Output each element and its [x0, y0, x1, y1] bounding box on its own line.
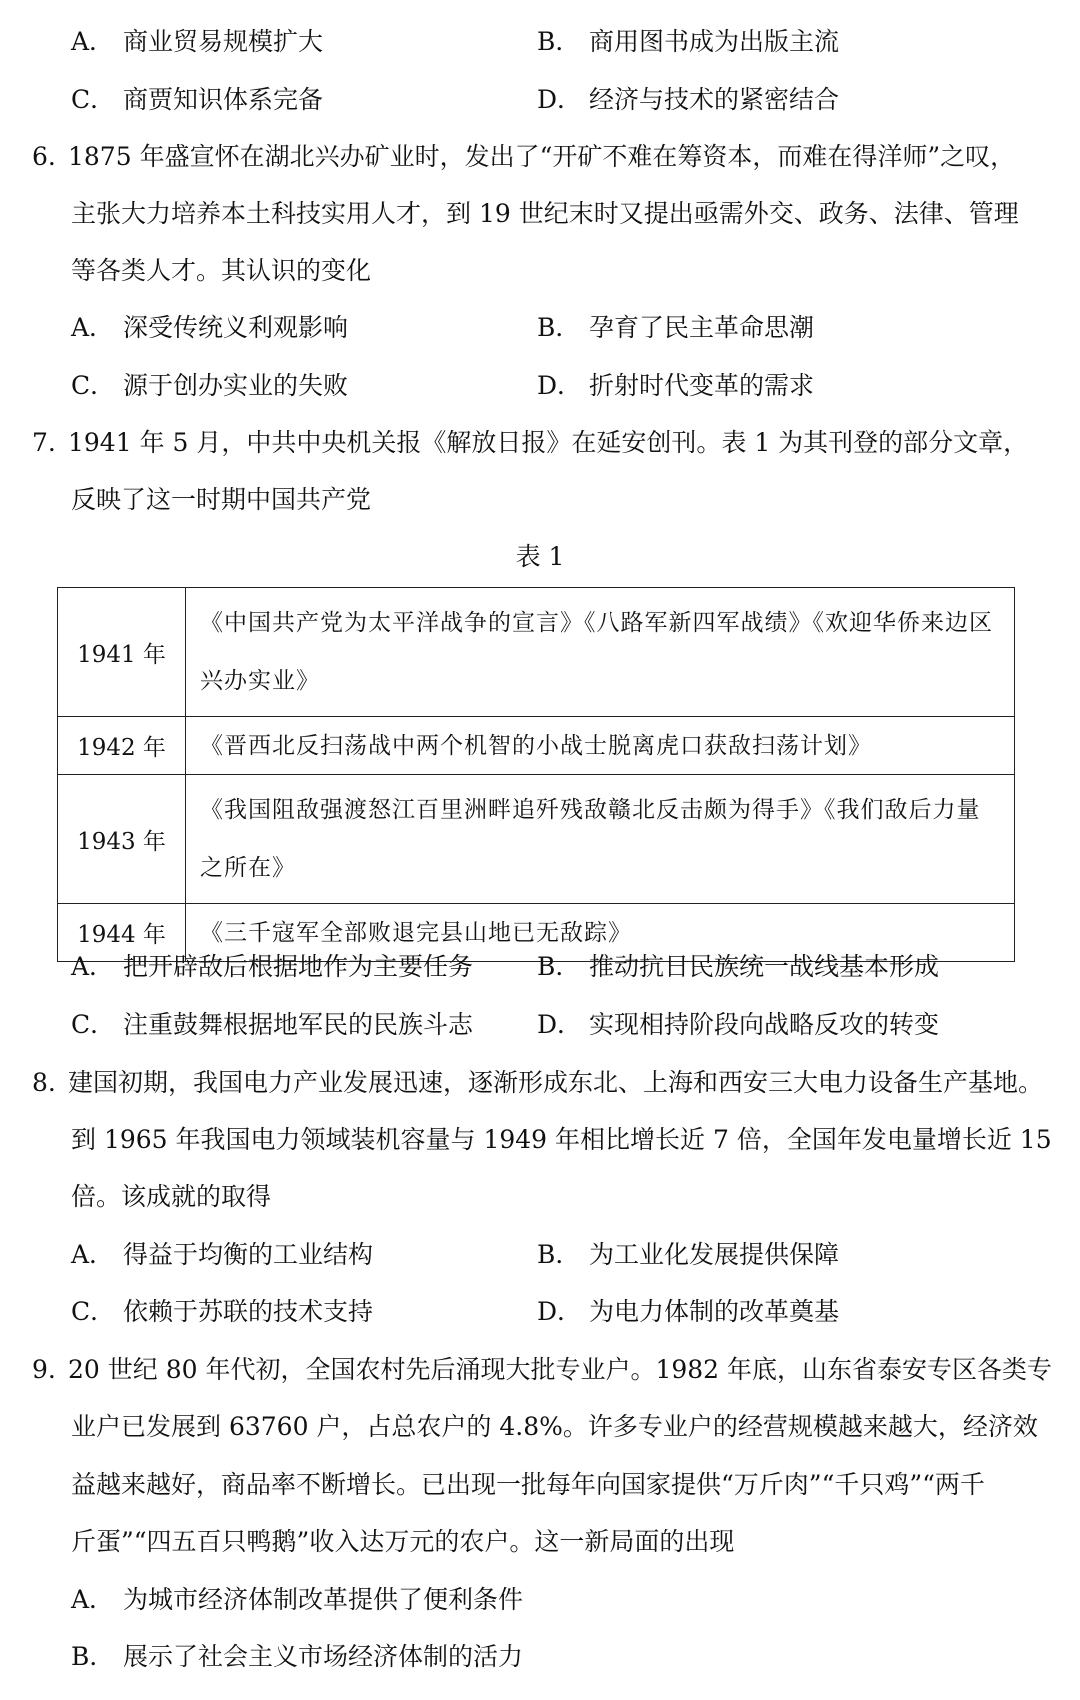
- q9-stem-line-3: 益越来越好，商品率不断增长。已出现一批每年向国家提供“万斤肉”“千只鸡”“两千: [71, 1470, 985, 1499]
- q8-stem-line-3: 倍。该成就的取得: [71, 1182, 272, 1211]
- option-letter: A．: [71, 1240, 115, 1269]
- article-line: 《晋西北反扫荡战中两个机智的小战士脱离虎口获敌扫荡计划》: [200, 732, 872, 759]
- option-letter: D．: [537, 371, 583, 400]
- option-letter: B．: [537, 27, 581, 56]
- question-number: 8.: [32, 1068, 56, 1097]
- article-line: 之所在》: [200, 855, 296, 881]
- q6-stem-line-3: 等各类人才。其认识的变化: [71, 256, 372, 285]
- table-caption: 表 1: [515, 542, 565, 571]
- q8-stem-line-2: 到 1965 年我国电力领域装机容量与 1949 年相比增长近 7 倍，全国年发电量增长近 15: [71, 1125, 1052, 1154]
- q5-option-c: [71, 80, 323, 120]
- q9-option-b: [71, 1637, 523, 1677]
- article-line: 《我国阻敌强渡怒江百里洲畔追歼残敌赣北反击颇为得手》《我们敌后力量: [200, 797, 981, 823]
- q9-stem-line-2: 业户已发展到 63760 户，占总农户的 4.8%。许多专业户的经营规模越来越大，经济效: [71, 1412, 1038, 1441]
- article-line: 《中国共产党为太平洋战争的宣言》《八路军新四军战绩》《欢迎华侨来边区: [200, 610, 993, 636]
- q7-stem-line-1: [32, 423, 1028, 463]
- option-letter: C．: [71, 371, 116, 400]
- q5-option-a: [71, 22, 323, 62]
- q8-option-d: [537, 1292, 839, 1332]
- article-line: 《三千寇军全部败退完县山地已无敌踪》: [200, 919, 632, 946]
- q7-option-a: [71, 947, 473, 987]
- q8-stem-line-1: [32, 1063, 1043, 1103]
- question-stem-text: 1875 年盛宣怀在湖北兴办矿业时，发出了“开矿不难在筹资本，而难在得洋师”之叹，: [68, 142, 1016, 171]
- table-year-cell: 1944 年: [58, 904, 186, 962]
- option-text: 商业贸易规模扩大: [123, 27, 324, 56]
- option-text: 展示了社会主义市场经济体制的活力: [123, 1642, 524, 1671]
- option-text: 商贾知识体系完备: [123, 85, 324, 114]
- option-text: 为电力体制的改革奠基: [589, 1297, 840, 1326]
- q5-option-b: [537, 22, 839, 62]
- option-text: 为工业化发展提供保障: [589, 1240, 840, 1269]
- table-row: [58, 588, 1015, 717]
- q7-option-d: [537, 1005, 939, 1045]
- table-articles-cell: [186, 775, 1015, 904]
- q5-option-d: [537, 80, 839, 120]
- question-stem-text: 1941 年 5 月，中共中央机关报《解放日报》在延安创刊。表 1 为其刊登的部分文章，: [68, 428, 1029, 457]
- q7-stem-line-2: 反映了这一时期中国共产党: [71, 485, 372, 514]
- option-letter: D．: [537, 1010, 583, 1039]
- question-stem-text: 20 世纪 80 年代初，全国农村先后涌现大批专业户。1982 年底，山东省泰安专区各类专: [68, 1355, 1053, 1384]
- question-stem-text: 建国初期，我国电力产业发展迅速，逐渐形成东北、上海和西安三大电力设备生产基地。: [68, 1068, 1044, 1097]
- q6-option-a: [71, 308, 348, 348]
- q9-stem-line-1: [32, 1350, 1052, 1390]
- option-text: 深受传统义利观影响: [123, 313, 349, 342]
- option-letter: B．: [537, 313, 581, 342]
- q9-stem-line-4: 斤蛋”“四五百只鸭鹅”收入达万元的农户。这一新局面的出现: [71, 1527, 735, 1556]
- option-letter: A．: [71, 313, 115, 342]
- table-year-cell: 1941 年: [58, 588, 186, 717]
- question-number: 9.: [32, 1355, 56, 1384]
- table-row: [58, 717, 1015, 775]
- option-letter: C．: [71, 85, 116, 114]
- q7-option-c: [71, 1005, 473, 1045]
- q6-stem-line-2: 主张大力培养本土科技实用人才，到 19 世纪末时又提出亟需外交、政务、法律、管理: [71, 199, 1019, 228]
- q8-option-c: [71, 1292, 373, 1332]
- articles-table: [57, 587, 1015, 962]
- option-letter: C．: [71, 1010, 116, 1039]
- option-text: 推动抗日民族统一战线基本形成: [589, 952, 940, 981]
- table-year-cell: 1942 年: [58, 717, 186, 775]
- q7-option-b: [537, 947, 939, 987]
- option-letter: B．: [537, 1240, 581, 1269]
- option-text: 把开辟敌后根据地作为主要任务: [123, 952, 474, 981]
- q9-option-a: [71, 1580, 523, 1620]
- option-text: 折射时代变革的需求: [589, 371, 815, 400]
- option-text: 得益于均衡的工业结构: [123, 1240, 374, 1269]
- option-letter: C．: [71, 1297, 116, 1326]
- q6-option-d: [537, 366, 814, 406]
- option-text: 依赖于苏联的技术支持: [123, 1297, 374, 1326]
- table-articles-cell: [186, 717, 1015, 775]
- table-year-cell: 1943 年: [58, 775, 186, 904]
- q8-option-a: [71, 1235, 373, 1275]
- q6-stem-line-1: [32, 137, 1015, 177]
- question-number: 6.: [32, 142, 56, 171]
- option-text: 孕育了民主革命思潮: [589, 313, 815, 342]
- option-text: 注重鼓舞根据地军民的民族斗志: [123, 1010, 474, 1039]
- option-letter: D．: [537, 1297, 583, 1326]
- question-number: 7.: [32, 428, 56, 457]
- option-letter: D．: [537, 85, 583, 114]
- option-letter: B．: [537, 952, 581, 981]
- article-line: 兴办实业》: [200, 668, 320, 694]
- option-text: 经济与技术的紧密结合: [589, 85, 840, 114]
- option-text: 实现相持阶段向战略反攻的转变: [589, 1010, 940, 1039]
- q8-option-b: [537, 1235, 839, 1275]
- option-text: 源于创办实业的失败: [123, 371, 349, 400]
- option-letter: B．: [71, 1642, 115, 1671]
- option-letter: A．: [71, 27, 115, 56]
- option-letter: A．: [71, 952, 115, 981]
- q6-option-c: [71, 366, 348, 406]
- option-text: 商用图书成为出版主流: [589, 27, 840, 56]
- option-letter: A．: [71, 1585, 115, 1614]
- table-row: [58, 775, 1015, 904]
- q6-option-b: [537, 308, 814, 348]
- option-text: 为城市经济体制改革提供了便利条件: [123, 1585, 524, 1614]
- table-articles-cell: [186, 588, 1015, 717]
